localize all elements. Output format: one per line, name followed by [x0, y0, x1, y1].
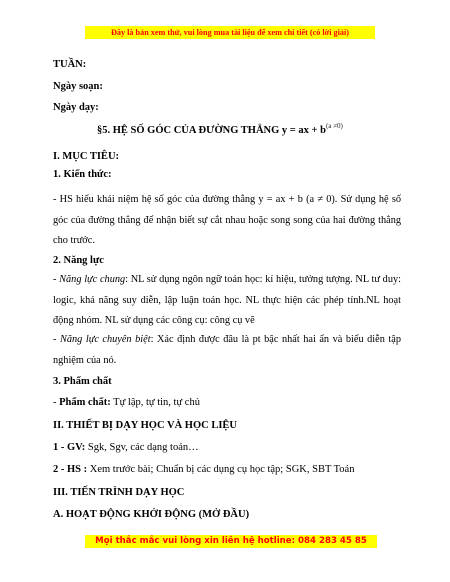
special-competency-paragraph: - Năng lực chuyên biệt: Xác định được đâu là pt bậc nhất hai ẩn và biểu diễn tập nghiệm của nó. — [53, 334, 401, 366]
equipment-heading: II. THIẾT BỊ DẠY HỌC VÀ HỌC LIỆU — [53, 420, 237, 431]
special-competency-text: : Xác định được đâu là pt bậc nhất hai ẩn và biểu diễn tập nghiệm của nó. — [53, 334, 401, 366]
knowledge-heading: 1. Kiến thức: — [53, 169, 112, 180]
teach-date-label: Ngày dạy: — [53, 102, 99, 113]
general-competency-paragraph: - Năng lực chung: NL sử dụng ngôn ngữ toán học: kí hiệu, tưởng tượng. NL tư duy: logic, khả năng suy diễn, lập luận toán học. NL thực hiện các phép tính.NL hoạt động nhóm. NL sử dụng các công cụ: công cụ vẽ — [53, 274, 401, 326]
special-competency-label: Năng lực chuyên biệt — [59, 334, 151, 345]
procedure-heading: III. TIẾN TRÌNH DẠY HỌC — [53, 487, 185, 498]
qualities-line: - Phẩm chất: Tự lập, tự tin, tự chủ — [53, 397, 200, 408]
lesson-title-condition: (a ≠0) — [326, 122, 343, 130]
teacher-label: 1 - GV: — [53, 442, 86, 453]
student-materials-text: Xem trước bài; Chuẩn bị các dụng cụ học tập; SGK, SBT Toán — [87, 464, 355, 475]
qualities-text: Tự lập, tự tin, tự chủ — [110, 397, 200, 408]
preview-banner: Đây là bản xem thử, vui lòng mua tài liệu để xem chi tiết (có lời giải) — [85, 26, 375, 39]
lesson-title-main: §5. HỆ SỐ GÓC CỦA ĐƯỜNG THẲNG y = ax + b — [97, 125, 326, 136]
student-materials-line — [53, 463, 354, 477]
qualities-label: Phẩm chất: — [59, 397, 111, 408]
section-objectives-text: I. MỤC TIÊU: — [53, 151, 120, 162]
warmup-activity-heading: A. HOẠT ĐỘNG KHỞI ĐỘNG (MỞ ĐẦU) — [53, 509, 250, 520]
student-label: 2 - HS : — [53, 464, 88, 475]
lesson-title — [97, 122, 343, 136]
teacher-materials-text: Sgk, Sgv, các dạng toán… — [85, 442, 199, 453]
qualities-heading: 3. Phẩm chất — [53, 376, 112, 387]
section-objectives-heading — [53, 150, 119, 164]
knowledge-paragraph: - HS hiểu khái niệm hệ số góc của đường thẳng y = ax + b (a ≠ 0). Sử dụng hệ số góc của đường thẳng để nhận biết sự cắt nhau hoặc song song của hai đường thẳng cho trước. — [53, 194, 401, 246]
general-competency-text: : NL sử dụng ngôn ngữ toán học: kí hiệu, tưởng tượng. NL tư duy: logic, khả năng suy diễn, lập luận toán học. NL thực hiện các phép tính.NL hoạt động nhóm. NL sử dụng các công cụ: công cụ vẽ — [53, 274, 401, 326]
competency-heading: 2. Năng lực — [53, 255, 104, 266]
week-label: TUẦN: — [53, 59, 87, 70]
hotline-banner: Mọi thắc mắc vui lòng xin liên hệ hotline: 084 283 45 85 — [85, 535, 377, 548]
prep-date-label: Ngày soạn: — [53, 81, 103, 92]
general-competency-label: Năng lực chung — [59, 274, 126, 285]
teacher-materials-line — [53, 441, 199, 455]
